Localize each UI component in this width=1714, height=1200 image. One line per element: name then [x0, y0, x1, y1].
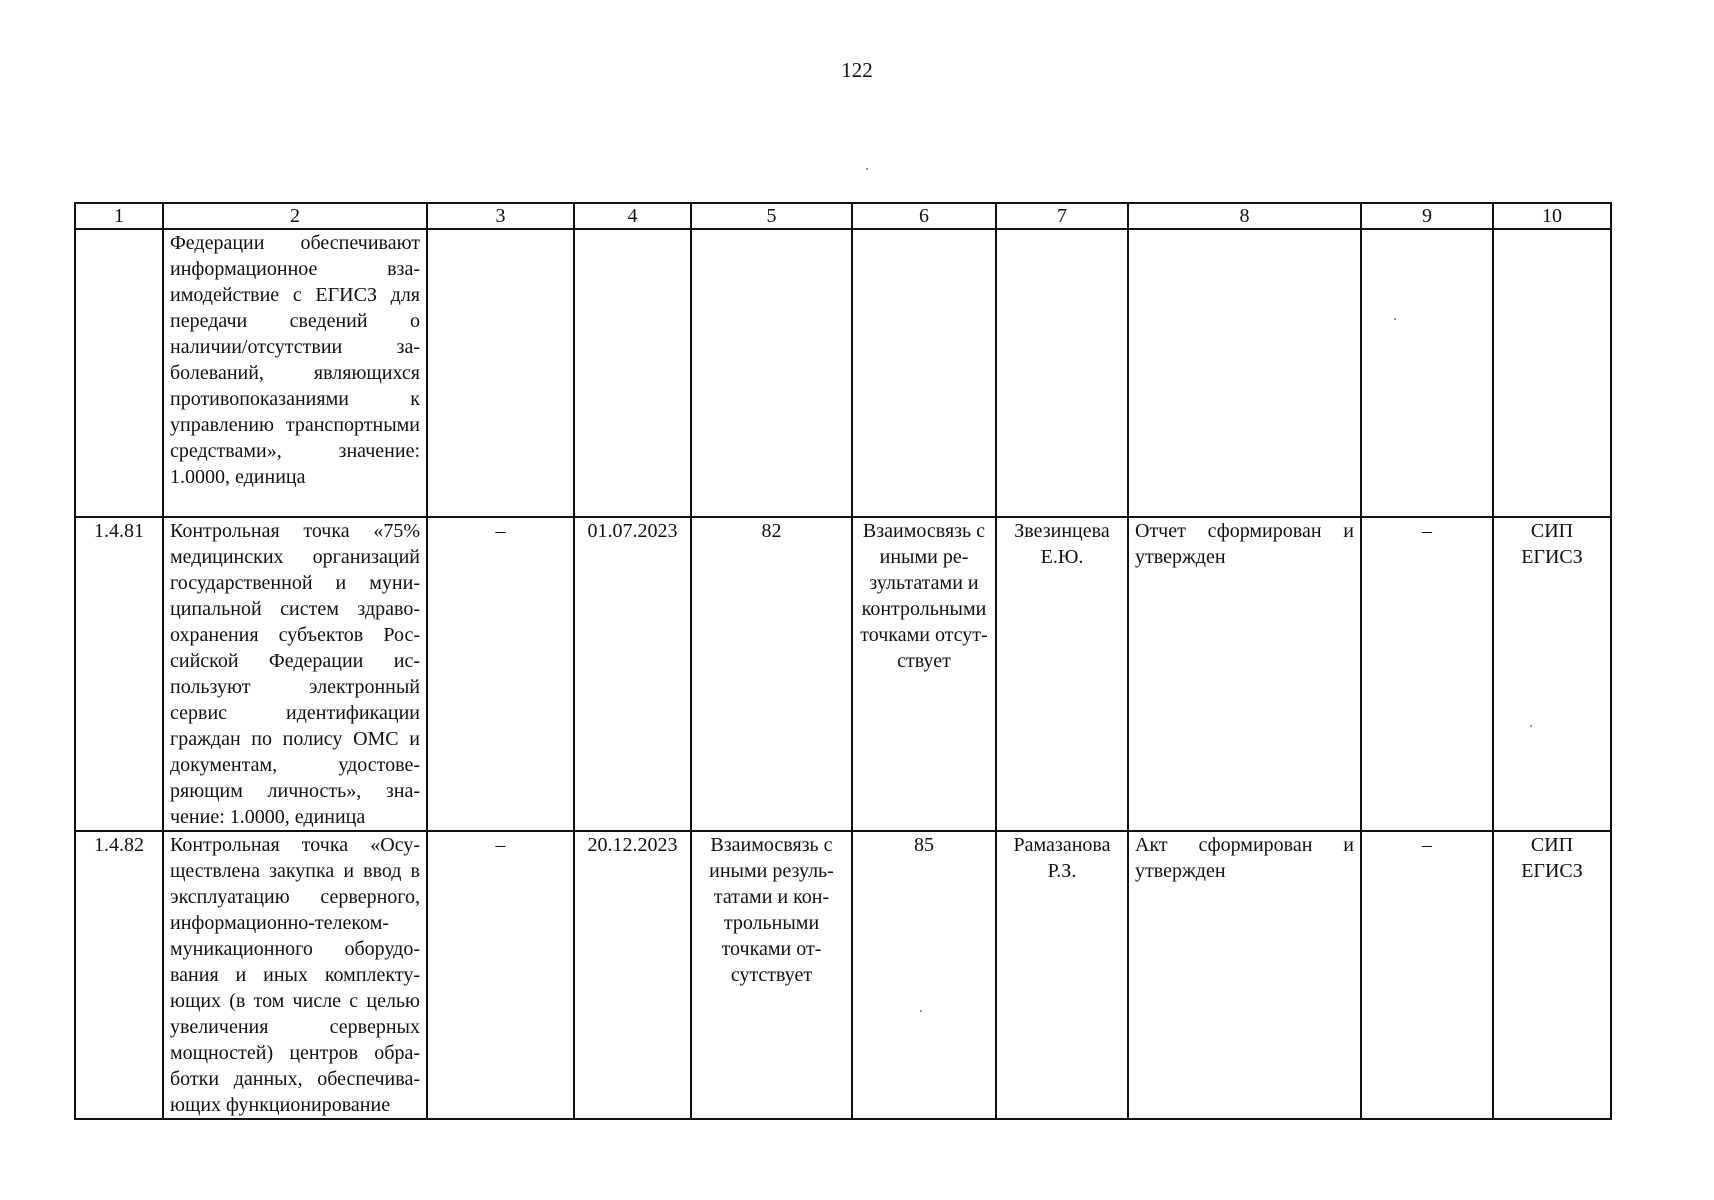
column-number-row	[75, 203, 1611, 229]
table-row	[75, 517, 1611, 831]
column-number: 1	[75, 203, 163, 229]
info-system: СИП ЕГИСЗ	[1493, 831, 1611, 1119]
table-row	[75, 831, 1611, 1119]
cell-col3: –	[427, 517, 574, 831]
table-row	[75, 229, 1611, 517]
responsible-person: Рамазанова Р.З.	[996, 831, 1128, 1119]
column-number: 8	[1128, 203, 1361, 229]
result-document: Отчет сформирован и утвержден	[1128, 517, 1361, 831]
item-description: Федерации обеспечивают информационное взаимодействие с ЕГИСЗ для передачи сведений о наличии/отсутствии заболеваний, являющихся противопоказаниями к управлению транспортными средствами», значение: 1.0000, единица	[163, 229, 427, 517]
column-number: 7	[996, 203, 1128, 229]
cell-col3: –	[427, 831, 574, 1119]
column-number: 6	[852, 203, 996, 229]
item-number	[75, 229, 163, 517]
column-number: 2	[163, 203, 427, 229]
item-description: Контрольная точка «Осуществлена закупка и ввод в эксплуатацию серверного, информационно-телекоммуникационного оборудования и иных комплектующих (в том числе с целью увеличения серверных мощностей) центров обработки данных, обеспечивающих функционирование	[163, 831, 427, 1119]
cell-col9: –	[1361, 831, 1493, 1119]
cell-col7	[996, 229, 1128, 517]
cell-col6	[852, 229, 996, 517]
cell-col5: Взаимосвязь с иными результатами и контрольными точками отсутствует	[691, 831, 852, 1119]
scan-speck	[866, 168, 868, 170]
cell-col10	[1493, 229, 1611, 517]
document-table	[74, 202, 1612, 1120]
deadline-date: 20.12.2023	[574, 831, 691, 1119]
column-number: 3	[427, 203, 574, 229]
item-description: Контрольная точка «75% медицинских организаций государственной и муниципальной систем здравоохранения субъектов Российской Федерации используют электронный сервис идентификации граждан по полису ОМС и документам, удостоверяющим личность», значение: 1.0000, единица	[163, 517, 427, 831]
cell-col6: 85	[852, 831, 996, 1119]
cell-col5	[691, 229, 852, 517]
cell-col4	[574, 229, 691, 517]
cell-col6: Взаимосвязь с иными результатами и контрольными точками отсутствует	[852, 517, 996, 831]
info-system: СИП ЕГИСЗ	[1493, 517, 1611, 831]
cell-col5: 82	[691, 517, 852, 831]
cell-col9: –	[1361, 517, 1493, 831]
column-number: 9	[1361, 203, 1493, 229]
cell-col8	[1128, 229, 1361, 517]
column-number: 5	[691, 203, 852, 229]
item-number: 1.4.81	[75, 517, 163, 831]
page-number: 122	[841, 58, 873, 82]
column-number: 4	[574, 203, 691, 229]
result-document: Акт сформирован и утвержден	[1128, 831, 1361, 1119]
cell-col9	[1361, 229, 1493, 517]
deadline-date: 01.07.2023	[574, 517, 691, 831]
cell-col3	[427, 229, 574, 517]
item-number: 1.4.82	[75, 831, 163, 1119]
responsible-person: Звезинцева Е.Ю.	[996, 517, 1128, 831]
column-number: 10	[1493, 203, 1611, 229]
